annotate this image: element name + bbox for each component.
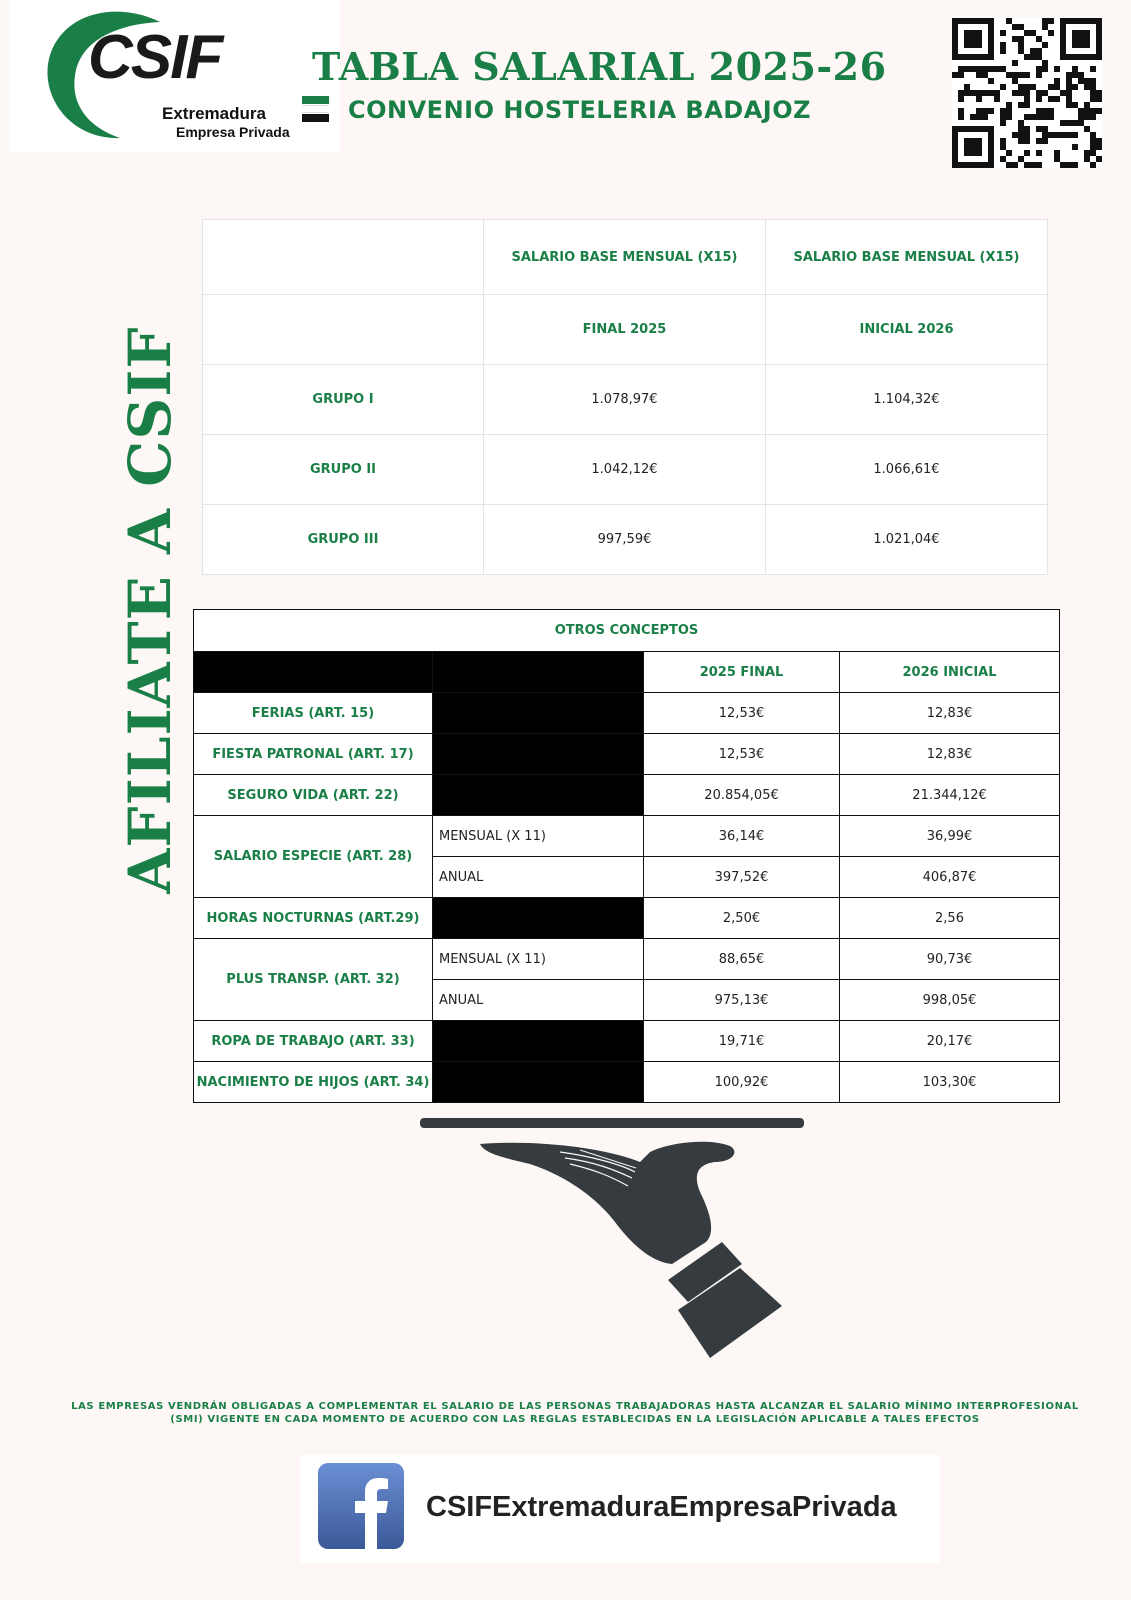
salary-table <box>202 219 1048 575</box>
table-row <box>194 652 1060 693</box>
qr-code-icon <box>952 18 1102 168</box>
table-row <box>194 816 1060 857</box>
serving-tray-hand-icon <box>410 1112 810 1366</box>
value-cell: 2,56 <box>840 898 1060 939</box>
value-cell: 12,83€ <box>840 693 1060 734</box>
table-row <box>203 365 1048 435</box>
concept-label: ROPA DE TRABAJO (ART. 33) <box>194 1021 433 1062</box>
page-title: TABLA SALARIAL 2025-26 <box>312 44 887 89</box>
concept-label: FERIAS (ART. 15) <box>194 693 433 734</box>
value-cell: 975,13€ <box>644 980 840 1021</box>
value-cell: 12,53€ <box>644 693 840 734</box>
redacted-cell <box>433 1021 644 1062</box>
sub-label: ANUAL <box>433 980 644 1021</box>
facebook-icon <box>318 1463 404 1553</box>
concept-label: HORAS NOCTURNAS (ART.29) <box>194 898 433 939</box>
salary-value: 1.078,97€ <box>484 365 766 435</box>
logo-sector: Empresa Privada <box>176 124 290 140</box>
table-cell-empty <box>203 295 484 365</box>
value-cell: 90,73€ <box>840 939 1060 980</box>
value-cell: 36,14€ <box>644 816 840 857</box>
table-row <box>203 295 1048 365</box>
salary-value: 1.042,12€ <box>484 435 766 505</box>
table-row <box>194 1021 1060 1062</box>
value-cell: 20.854,05€ <box>644 775 840 816</box>
csif-logo <box>10 0 340 152</box>
salary-value: 997,59€ <box>484 505 766 575</box>
group-label: GRUPO III <box>203 505 484 575</box>
value-cell: 36,99€ <box>840 816 1060 857</box>
table-row <box>194 734 1060 775</box>
column-header: 2025 FINAL <box>644 652 840 693</box>
table-cell-empty <box>203 220 484 295</box>
redacted-cell <box>433 734 644 775</box>
value-cell: 100,92€ <box>644 1062 840 1103</box>
otros-conceptos-table <box>193 609 1060 1103</box>
value-cell: 406,87€ <box>840 857 1060 898</box>
table-row <box>194 775 1060 816</box>
redacted-cell <box>433 652 644 693</box>
redacted-cell <box>433 898 644 939</box>
facebook-link[interactable] <box>300 1455 940 1563</box>
redacted-cell <box>433 1062 644 1103</box>
sub-label: MENSUAL (X 11) <box>433 816 644 857</box>
salary-value: 1.021,04€ <box>766 505 1048 575</box>
table-row <box>194 939 1060 980</box>
value-cell: 998,05€ <box>840 980 1060 1021</box>
group-label: GRUPO I <box>203 365 484 435</box>
group-label: GRUPO II <box>203 435 484 505</box>
concept-label: SEGURO VIDA (ART. 22) <box>194 775 433 816</box>
period-header: FINAL 2025 <box>484 295 766 365</box>
table-row <box>203 505 1048 575</box>
logo-wordmark: CSIF <box>88 23 222 92</box>
value-cell: 12,83€ <box>840 734 1060 775</box>
extremadura-flag-icon <box>302 96 329 122</box>
column-header: SALARIO BASE MENSUAL (X15) <box>766 220 1048 295</box>
table-row <box>203 435 1048 505</box>
column-header: 2026 INICIAL <box>840 652 1060 693</box>
value-cell: 12,53€ <box>644 734 840 775</box>
footer-note: LAS EMPRESAS VENDRÁN OBLIGADAS A COMPLEMENTAR EL SALARIO DE LAS PERSONAS TRABAJADORAS HASTA ALCANZAR EL SALARIO MÍNIMO INTERPROFESIONAL (SMI) VIGENTE EN CADA MOMENTO DE ACUERDO CON LAS REGLAS ESTABLECIDAS EN LA LEGISLACIÓN APLICABLE A TALES EFECTOS <box>71 1401 1079 1425</box>
table-caption-row <box>194 610 1060 652</box>
concept-label: SALARIO ESPECIE (ART. 28) <box>194 816 433 898</box>
table-caption: OTROS CONCEPTOS <box>194 610 1060 652</box>
value-cell: 103,30€ <box>840 1062 1060 1103</box>
table-row <box>203 220 1048 295</box>
salary-value: 1.104,32€ <box>766 365 1048 435</box>
value-cell: 88,65€ <box>644 939 840 980</box>
concept-label: FIESTA PATRONAL (ART. 17) <box>194 734 433 775</box>
side-banner: AFILIATE A CSIF <box>116 326 184 894</box>
table-row <box>194 898 1060 939</box>
value-cell: 2,50€ <box>644 898 840 939</box>
table-row <box>194 1062 1060 1103</box>
sub-label: MENSUAL (X 11) <box>433 939 644 980</box>
value-cell: 19,71€ <box>644 1021 840 1062</box>
value-cell: 397,52€ <box>644 857 840 898</box>
sub-label: ANUAL <box>433 857 644 898</box>
salary-value: 1.066,61€ <box>766 435 1048 505</box>
facebook-handle[interactable]: CSIFExtremaduraEmpresaPrivada <box>426 1491 897 1523</box>
value-cell: 21.344,12€ <box>840 775 1060 816</box>
concept-label: NACIMIENTO DE HIJOS (ART. 34) <box>194 1062 433 1103</box>
column-header: SALARIO BASE MENSUAL (X15) <box>484 220 766 295</box>
period-header: INICIAL 2026 <box>766 295 1048 365</box>
redacted-cell <box>194 652 433 693</box>
redacted-cell <box>433 775 644 816</box>
redacted-cell <box>433 693 644 734</box>
logo-region: Extremadura <box>162 104 266 123</box>
value-cell: 20,17€ <box>840 1021 1060 1062</box>
table-row <box>194 693 1060 734</box>
concept-label: PLUS TRANSP. (ART. 32) <box>194 939 433 1021</box>
page-subtitle: CONVENIO HOSTELERIA BADAJOZ <box>348 96 812 124</box>
